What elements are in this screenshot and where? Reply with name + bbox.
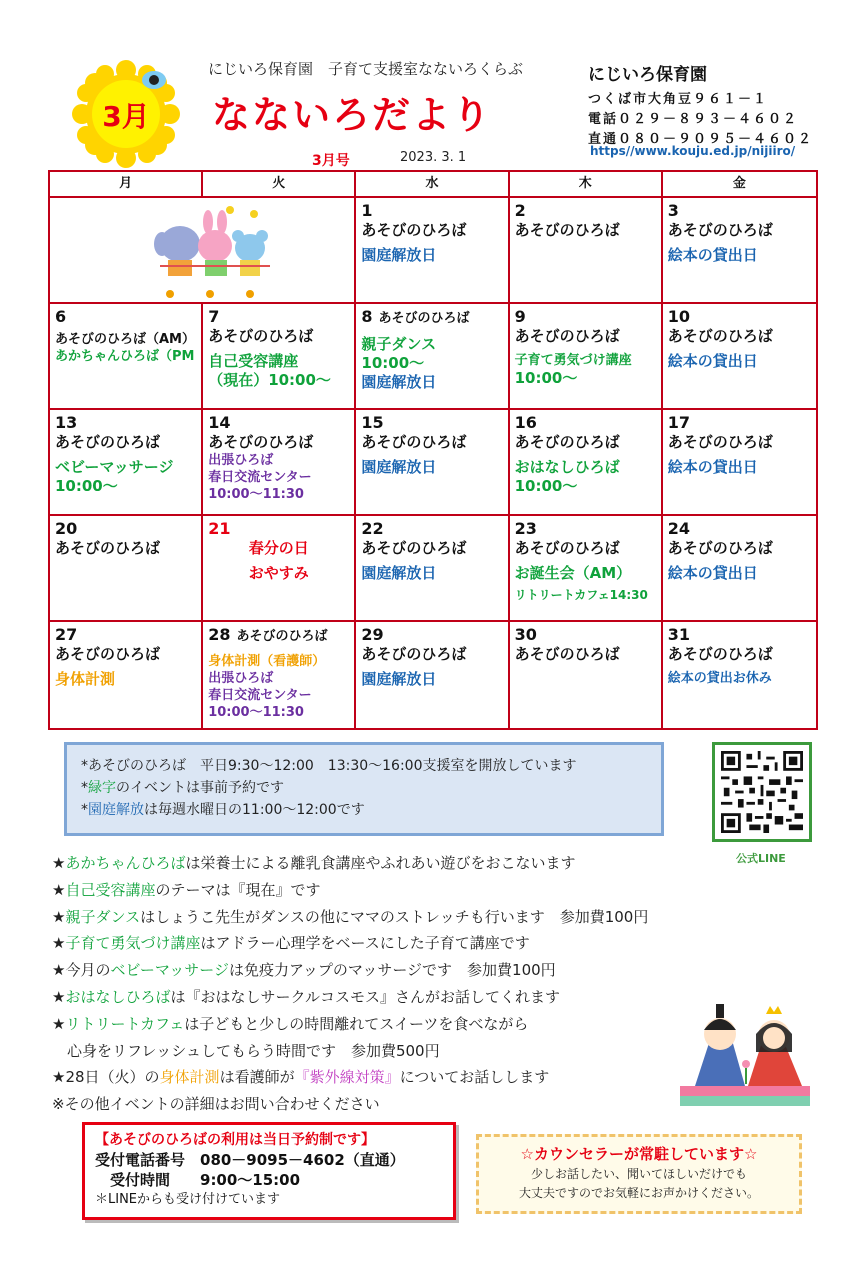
day-number: 7 [208, 307, 220, 326]
day-number: 15 [361, 413, 384, 432]
event-asobi: あそびのひろば [514, 433, 620, 451]
calendar-day-23 [510, 516, 663, 620]
note-shintai: ★28日（火）の身体計測は看護師が『紫外線対策』についてお話しします [52, 1068, 550, 1087]
event-ehon: 絵本の貸出日 [667, 246, 758, 264]
event-teien: 園庭解放日 [361, 670, 437, 688]
event-ehon: 絵本の貸出日 [667, 352, 758, 370]
calendar-week-4 [50, 516, 816, 622]
teien-label: 園庭解放 [88, 802, 144, 818]
calendar-week-3 [50, 410, 816, 516]
note-jiko: ★自己受容講座のテーマは『現在』です [52, 880, 321, 899]
event-time: 10:00～ [514, 369, 578, 387]
event-ehon: 絵本の貸出日 [667, 458, 758, 476]
event-asobi: あそびのひろば [55, 433, 161, 451]
event-kasuga: 春日交流センター [208, 688, 312, 703]
event-asobi: あそびのひろば [514, 221, 620, 239]
organization-info [588, 60, 850, 150]
event-asobi: あそびのひろば [667, 327, 773, 345]
calendar-day-2 [510, 198, 663, 302]
event-ehon: 絵本の貸出日 [667, 564, 758, 582]
weekday-tue: 火 [203, 172, 356, 198]
event-kosodate: 子育て勇気づけ講座 [514, 353, 632, 368]
calendar-day-20 [50, 516, 203, 620]
sun-month-badge [72, 60, 180, 168]
weekday-thu: 木 [510, 172, 663, 198]
calendar-day-1 [356, 198, 509, 302]
qr-label: 公式LINE [736, 852, 786, 865]
reservation-phone: 受付電話番号 080－9095－4602（直通） [95, 1151, 405, 1169]
event-asobi: あそびのひろば [378, 311, 470, 326]
event-kasuga: 春日交流センター [208, 470, 312, 485]
event-asobi: あそびのひろば [55, 645, 161, 663]
day-number: 23 [514, 519, 537, 538]
calendar-day-24 [663, 516, 816, 620]
calendar-week-5 [50, 622, 816, 728]
calendar-blank-cell [50, 198, 356, 302]
calendar [48, 170, 818, 730]
calendar-day-22 [356, 516, 509, 620]
counselor-text-2: 大丈夫ですのでお気軽にお声かけください。 [518, 1186, 759, 1200]
org-url-link[interactable]: https//www.kouju.ed.jp/nijiiro/ [590, 144, 796, 158]
animal-friends-illustration [150, 204, 280, 302]
event-retreat: リトリートカフェ14:30 [514, 588, 648, 602]
info-green-note: *緑字のイベントは事前予約です [81, 780, 284, 796]
day-number: 2 [514, 201, 526, 220]
day-number: 31 [667, 625, 691, 644]
reservation-hours: 受付時間 9:00～15:00 [95, 1171, 301, 1189]
event-asobi: あそびのひろば [667, 645, 773, 663]
note-oyako-dance: ★親子ダンスはしょうこ先生がダンスの他にママのストレッチも行います 参加費100円 [52, 907, 649, 926]
calendar-day-29 [356, 622, 509, 728]
event-time: 10:00～ [361, 354, 425, 372]
calendar-day-13 [50, 410, 203, 514]
page-title: なないろだより [212, 93, 493, 137]
event-asobi: あそびのひろば [208, 327, 314, 345]
issue-date: 2023. 3. 1 [400, 150, 467, 165]
note-retreat: ★リトリートカフェは子どもと少しの時間離れてスイーツを食べながら [52, 1014, 529, 1033]
reservation-title: 【あそびのひろばの利用は当日予約制です】 [95, 1132, 375, 1148]
calendar-day-15 [356, 410, 509, 514]
event-teien: 園庭解放日 [361, 564, 437, 582]
day-number: 13 [55, 413, 78, 432]
calendar-day-31 [663, 622, 816, 728]
note-retreat-cont: 心身をリフレッシュしてもらう時間です 参加費500円 [52, 1041, 440, 1060]
day-number: 28 [208, 625, 231, 644]
org-name: にじいろ保育園 [588, 65, 707, 85]
event-time: 10:00～11:30 [208, 487, 304, 502]
line-qr-code[interactable] [712, 742, 812, 842]
event-teien: 園庭解放日 [361, 246, 437, 264]
day-number: 22 [361, 519, 384, 538]
day-number: 8 [361, 307, 373, 326]
event-asobi: あそびのひろば [667, 221, 773, 239]
event-shintai: 身体計測 [55, 670, 116, 688]
calendar-day-3 [663, 198, 816, 302]
day-number: 1 [361, 201, 373, 220]
day-number: 17 [667, 413, 691, 432]
weekday-fri: 金 [663, 172, 816, 198]
event-asobi: あそびのひろば [667, 539, 773, 557]
event-time: 10:00～ [514, 477, 578, 495]
event-shunbun: 春分の日 [248, 539, 309, 557]
event-oyako-dance: 親子ダンス [361, 335, 437, 353]
calendar-day-7 [203, 304, 356, 408]
event-asobi: あそびのひろば [361, 539, 467, 557]
note-baby-massage: ★今月のベビーマッサージは免疫力アップのマッサージです 参加費100円 [52, 961, 556, 980]
event-asobi: あそびのひろば [667, 433, 773, 451]
calendar-day-17 [663, 410, 816, 514]
note-akachan: ★あかちゃんひろばは栄養士による離乳食講座やふれあい遊びをおこないます [52, 854, 576, 872]
org-phone: 電話０２９－８９３－４６０２ [588, 112, 799, 127]
event-shucho: 出張ひろば [208, 453, 274, 468]
month-badge-text: 3月 [102, 100, 150, 133]
calendar-day-27 [50, 622, 203, 728]
day-number: 6 [55, 307, 67, 326]
day-number: 24 [667, 519, 691, 538]
calendar-day-28 [203, 622, 356, 728]
day-number: 20 [55, 519, 78, 538]
day-number: 10 [667, 307, 691, 326]
issue-label: 3月号 [312, 153, 350, 169]
event-asobi: あそびのひろば [55, 539, 161, 557]
event-jiko-time: （現在）10:00～ [208, 371, 331, 389]
day-number: 29 [361, 625, 384, 644]
reservation-box [82, 1122, 456, 1220]
event-asobi: あそびのひろば [236, 629, 328, 644]
hina-dolls-illustration [680, 990, 810, 1110]
event-time: 10:00～ [55, 477, 118, 495]
calendar-week-2 [50, 304, 816, 410]
day-number-holiday: 21 [208, 519, 231, 538]
bee-icon [142, 71, 166, 89]
day-number: 9 [514, 307, 526, 326]
event-time: 10:00～11:30 [208, 705, 304, 720]
weekday-mon: 月 [50, 172, 203, 198]
day-number: 30 [514, 625, 537, 644]
reservation-line-note: ＊LINEからも受け付けています [95, 1192, 281, 1207]
org-address: つくば市大角豆９６１－１ [588, 92, 769, 107]
org-direct-phone: 直通０８０－９０９５－４６０２ [588, 132, 814, 147]
event-asobi: あそびのひろば [361, 221, 467, 239]
info-teien-note: *園庭解放は毎週水曜日の11:00～12:00です [81, 802, 365, 818]
subtitle: にじいろ保育園 子育て支援室なないろくらぶ [208, 60, 524, 78]
calendar-day-16 [510, 410, 663, 514]
counselor-box [476, 1134, 802, 1214]
event-baby-massage: ベビーマッサージ [55, 458, 174, 476]
info-box [64, 742, 664, 836]
event-shintai-kango: 身体計測（看護師） [208, 654, 326, 669]
event-asobi: あそびのひろば [514, 539, 620, 557]
event-teien: 園庭解放日 [361, 458, 437, 476]
calendar-day-10 [663, 304, 816, 408]
day-number: 27 [55, 625, 78, 644]
event-jiko: 自己受容講座 [208, 352, 299, 370]
counselor-text-1: 少しお話したい、聞いてほしいだけでも [530, 1167, 747, 1181]
event-akachan-pm: あかちゃんひろば（PM [55, 349, 195, 364]
calendar-day-6 [50, 304, 203, 408]
weekday-wed: 水 [356, 172, 509, 198]
day-number: 14 [208, 413, 231, 432]
event-teien: 園庭解放日 [361, 373, 437, 391]
note-kosodate: ★子育て勇気づけ講座はアドラー心理学をベースにした子育て講座です [52, 934, 530, 953]
calendar-day-30 [510, 622, 663, 728]
event-shucho: 出張ひろば [208, 671, 274, 686]
calendar-day-14 [203, 410, 356, 514]
event-ehon-yasumi: 絵本の貸出お休み [667, 671, 772, 686]
event-asobi: あそびのひろば [208, 433, 314, 451]
note-ohanashi: ★おはなしひろばは『おはなしサークルコスモス』さんがお話してくれます [52, 987, 561, 1006]
event-tanjo: お誕生会（AM） [514, 564, 632, 582]
info-hours: *あそびのひろば 平日9:30～12:00 13:30～16:00支援室を開放しています [81, 758, 577, 774]
calendar-week-1 [50, 198, 816, 304]
event-asobi: あそびのひろば [514, 645, 620, 663]
calendar-day-21 [203, 516, 356, 620]
calendar-header [50, 172, 816, 198]
green-text-label: 緑字 [88, 780, 116, 796]
event-asobi: あそびのひろば [361, 433, 467, 451]
event-asobi-am: あそびのひろば（AM） [55, 332, 195, 347]
day-number: 16 [514, 413, 537, 432]
note-other: ※その他イベントの詳細はお問い合わせください [52, 1095, 380, 1114]
event-asobi: あそびのひろば [361, 645, 467, 663]
calendar-day-8 [356, 304, 509, 408]
event-oyasumi: おやすみ [248, 564, 309, 582]
counselor-title: ☆カウンセラーが常駐しています☆ [520, 1145, 758, 1163]
event-ohanashi: おはなしひろば [514, 458, 620, 476]
event-asobi: あそびのひろば [514, 327, 620, 345]
calendar-day-9 [510, 304, 663, 408]
day-number: 3 [667, 201, 679, 220]
